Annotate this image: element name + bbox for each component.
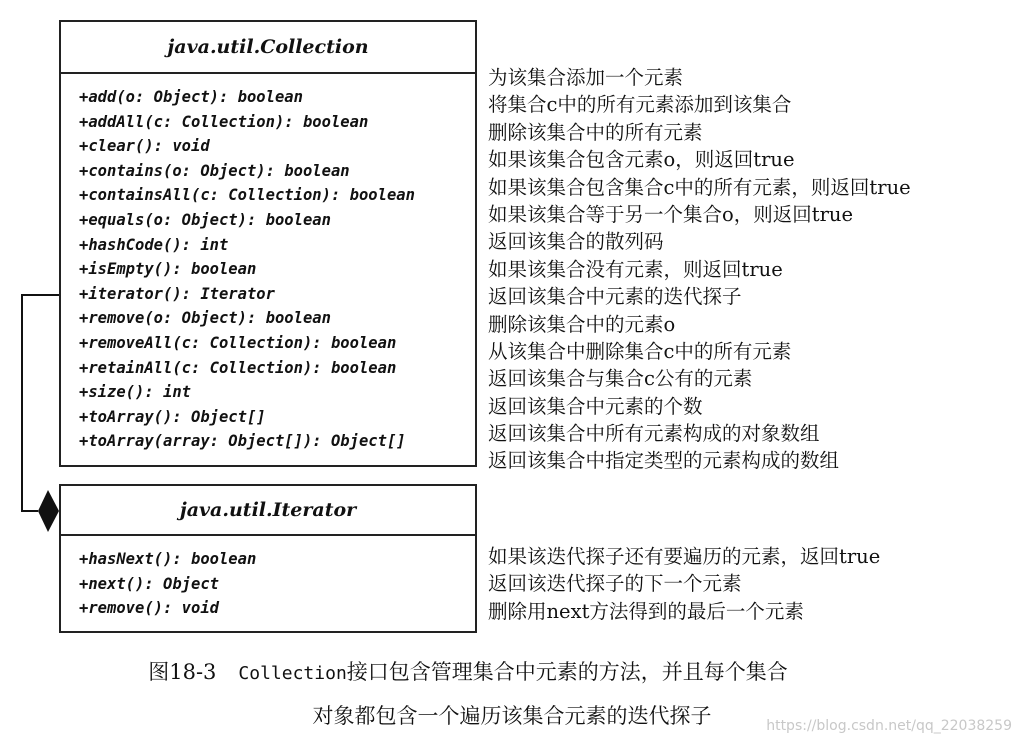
figure-number: 图18-3 <box>148 660 217 684</box>
method-description: 如果该集合包含集合c中的所有元素，则返回true <box>488 175 911 199</box>
method-item: +retainAll(c: Collection): boolean <box>79 358 397 377</box>
method-description: 将集合c中的所有元素添加到该集合 <box>488 93 792 117</box>
method-item: +equals(o: Object): boolean <box>79 210 331 229</box>
method-description: 返回该集合与集合c公有的元素 <box>488 367 753 391</box>
iterator-class-title: java.util.Iterator <box>179 499 357 521</box>
method-item: +add(o: Object): boolean <box>79 88 303 106</box>
method-description: 返回该集合中元素的个数 <box>488 394 703 418</box>
method-description: 返回该迭代探子的下一个元素 <box>488 572 742 596</box>
method-description: 返回该集合中指定类型的元素构成的数组 <box>488 449 840 473</box>
method-description: 如果该集合包含元素o，则返回true <box>488 148 795 172</box>
method-item: +containsAll(c: Collection): boolean <box>79 186 415 205</box>
method-item: +remove(): void <box>79 599 219 618</box>
method-description: 如果该迭代探子还有要遍历的元素，返回true <box>488 545 881 568</box>
method-item: +toArray(array: Object[]): Object[] <box>79 432 406 451</box>
method-description: 为该集合添加一个元素 <box>488 66 684 89</box>
caption-line1-text: 接口包含管理集合中元素的方法，并且每个集合 <box>346 660 788 684</box>
method-item: +addAll(c: Collection): boolean <box>79 112 369 131</box>
method-item: +hasNext(): boolean <box>79 550 257 568</box>
caption-code-word: Collection <box>238 663 347 684</box>
method-item: +remove(o: Object): boolean <box>79 309 331 328</box>
figure-caption-line2: 对象都包含一个遍历该集合元素的迭代探子 <box>312 704 712 728</box>
collection-description-list <box>488 64 911 475</box>
method-description: 返回该集合中元素的迭代探子 <box>488 285 742 309</box>
method-item: +isEmpty(): boolean <box>79 260 257 279</box>
iterator-class-box <box>59 484 477 633</box>
method-item: +size(): int <box>79 383 191 402</box>
method-description: 从该集合中删除集合c中的所有元素 <box>488 339 792 363</box>
collection-class-box <box>59 20 477 467</box>
iterator-description-list <box>488 543 880 625</box>
method-description: 删除该集合中的元素o <box>488 312 676 336</box>
method-description: 删除该集合中的所有元素 <box>488 120 703 144</box>
method-item: +toArray(): Object[] <box>79 407 266 426</box>
method-item: +removeAll(c: Collection): boolean <box>79 333 397 352</box>
watermark-url: https://blog.csdn.net/qq_22038259 <box>766 718 1012 734</box>
method-description: 如果该集合等于另一个集合o，则返回true <box>488 202 853 226</box>
method-item: +iterator(): Iterator <box>79 284 275 303</box>
method-description: 如果该集合没有元素，则返回true <box>488 257 783 281</box>
figure-caption-line1 <box>0 656 1024 686</box>
association-line <box>22 295 60 511</box>
method-description: 返回该集合的散列码 <box>488 230 664 254</box>
method-item: +contains(o: Object): boolean <box>79 161 350 180</box>
collection-method-list <box>79 85 469 454</box>
method-description: 返回该集合中所有元素构成的对象数组 <box>488 422 820 446</box>
method-item: +next(): Object <box>79 574 219 593</box>
method-item: +clear(): void <box>79 137 210 156</box>
composition-diamond <box>38 490 59 532</box>
iterator-title-divider <box>61 534 475 536</box>
collection-class-title: java.util.Collection <box>167 36 369 58</box>
collection-title-divider <box>61 72 475 74</box>
iterator-method-list <box>79 547 469 621</box>
method-description: 删除用next方法得到的最后一个元素 <box>488 599 804 623</box>
method-item: +hashCode(): int <box>79 235 229 254</box>
